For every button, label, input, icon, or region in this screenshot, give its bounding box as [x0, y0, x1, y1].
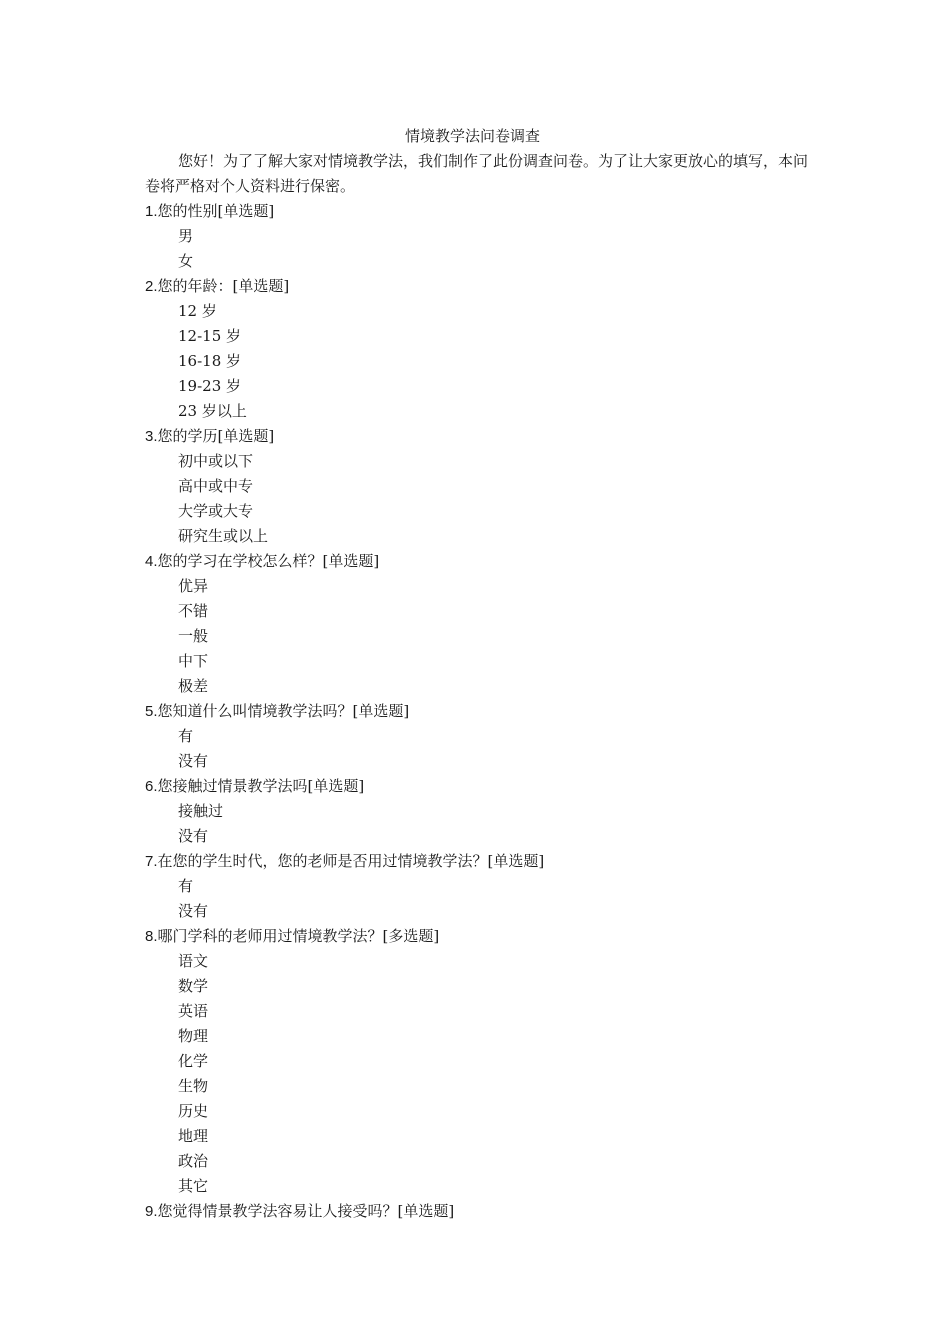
option-item: [178, 349, 810, 374]
option-label: 地理: [178, 1127, 209, 1145]
option-item: [178, 574, 810, 599]
question-text-line: [145, 199, 810, 224]
option-item: [178, 499, 810, 524]
option-item: [178, 374, 810, 399]
option-item: [178, 749, 810, 774]
option-label: 化学: [178, 1052, 209, 1070]
question-1: [145, 199, 810, 274]
option-label: 大学或大专: [178, 502, 254, 520]
question-7: [145, 849, 810, 924]
option-list: [145, 799, 810, 849]
question-text-line: [145, 424, 810, 449]
option-item: [178, 324, 810, 349]
question-5: [145, 699, 810, 774]
option-label: 极差: [178, 677, 209, 695]
question-text-line: [145, 849, 810, 874]
option-label: 英语: [178, 1002, 209, 1020]
question-text: 您的学历[单选题]: [157, 427, 275, 445]
option-label: 23 岁以上: [178, 402, 247, 420]
option-item: [178, 999, 810, 1024]
option-label: 没有: [178, 752, 209, 770]
option-item: [178, 974, 810, 999]
option-item: [178, 474, 810, 499]
question-text: 您的性别[单选题]: [157, 202, 275, 220]
option-label: 其它: [178, 1177, 209, 1195]
option-list: [145, 874, 810, 924]
option-item: [178, 649, 810, 674]
question-3: [145, 424, 810, 549]
option-label: 不错: [178, 602, 209, 620]
option-item: [178, 249, 810, 274]
option-label: 生物: [178, 1077, 209, 1095]
intro-paragraph: 您好！为了了解大家对情境教学法，我们制作了此份调查问卷。为了让大家更放心的填写，本问卷将严格对个人资料进行保密。: [145, 152, 809, 195]
option-label: 没有: [178, 902, 209, 920]
question-number: 3.: [145, 428, 158, 445]
option-label: 女: [178, 252, 194, 270]
option-list: [145, 224, 810, 274]
document-page: [145, 124, 810, 1224]
option-label: 高中或中专: [178, 477, 254, 495]
option-label: 没有: [178, 827, 209, 845]
option-label: 初中或以下: [178, 452, 254, 470]
option-item: [178, 674, 810, 699]
option-item: [178, 299, 810, 324]
question-number: 7.: [145, 853, 158, 870]
question-number: 9.: [145, 1203, 158, 1220]
option-label: 有: [178, 877, 194, 895]
option-label: 16-18 岁: [178, 352, 242, 370]
question-4: [145, 549, 810, 699]
option-item: [178, 874, 810, 899]
option-list: [145, 724, 810, 774]
option-label: 19-23 岁: [178, 377, 242, 395]
option-item: [178, 524, 810, 549]
option-item: [178, 399, 810, 424]
option-label: 一般: [178, 627, 209, 645]
option-list: [145, 449, 810, 549]
question-text: 您的学习在学校怎么样？[单选题]: [157, 552, 380, 570]
option-list: [145, 299, 810, 424]
option-item: [178, 899, 810, 924]
option-label: 12-15 岁: [178, 327, 242, 345]
option-label: 12 岁: [178, 302, 217, 320]
question-text: 您知道什么叫情境教学法吗？[单选题]: [157, 702, 410, 720]
question-text: 您的年龄：[单选题]: [157, 277, 290, 295]
option-label: 语文: [178, 952, 209, 970]
option-item: [178, 824, 810, 849]
question-number: 2.: [145, 278, 158, 295]
option-label: 男: [178, 227, 194, 245]
option-item: [178, 1074, 810, 1099]
option-item: [178, 1149, 810, 1174]
option-label: 历史: [178, 1102, 209, 1120]
option-label: 中下: [178, 652, 209, 670]
option-label: 研究生或以上: [178, 527, 269, 545]
option-item: [178, 1049, 810, 1074]
question-text: 哪门学科的老师用过情境教学法？[多选题]: [157, 927, 440, 945]
question-6: [145, 774, 810, 849]
option-item: [178, 799, 810, 824]
question-text-line: [145, 699, 810, 724]
option-label: 物理: [178, 1027, 209, 1045]
option-item: [178, 1174, 810, 1199]
option-item: [178, 449, 810, 474]
question-text: 您接触过情景教学法吗[单选题]: [157, 777, 365, 795]
question-number: 4.: [145, 553, 158, 570]
question-number: 1.: [145, 203, 158, 220]
question-text-line: [145, 1199, 810, 1224]
question-text-line: [145, 774, 810, 799]
question-8: [145, 924, 810, 1199]
question-2: [145, 274, 810, 424]
option-label: 有: [178, 727, 194, 745]
option-item: [178, 1024, 810, 1049]
option-item: [178, 599, 810, 624]
option-item: [178, 949, 810, 974]
option-list: [145, 574, 810, 699]
question-number: 6.: [145, 778, 158, 795]
option-label: 优异: [178, 577, 209, 595]
option-label: 接触过: [178, 802, 224, 820]
option-list: [145, 949, 810, 1199]
question-text: 您觉得情景教学法容易让人接受吗？[单选题]: [157, 1202, 455, 1220]
question-list: [145, 199, 810, 1224]
option-label: 政治: [178, 1152, 209, 1170]
question-9: [145, 1199, 810, 1224]
option-item: [178, 1124, 810, 1149]
question-text: 在您的学生时代，您的老师是否用过情境教学法？[单选题]: [157, 852, 545, 870]
option-item: [178, 624, 810, 649]
question-text-line: [145, 924, 810, 949]
question-text-line: [145, 274, 810, 299]
question-number: 8.: [145, 928, 158, 945]
page-title: 情境教学法问卷调查: [404, 127, 540, 145]
option-item: [178, 724, 810, 749]
option-item: [178, 224, 810, 249]
question-number: 5.: [145, 703, 158, 720]
option-label: 数学: [178, 977, 209, 995]
option-item: [178, 1099, 810, 1124]
question-text-line: [145, 549, 810, 574]
